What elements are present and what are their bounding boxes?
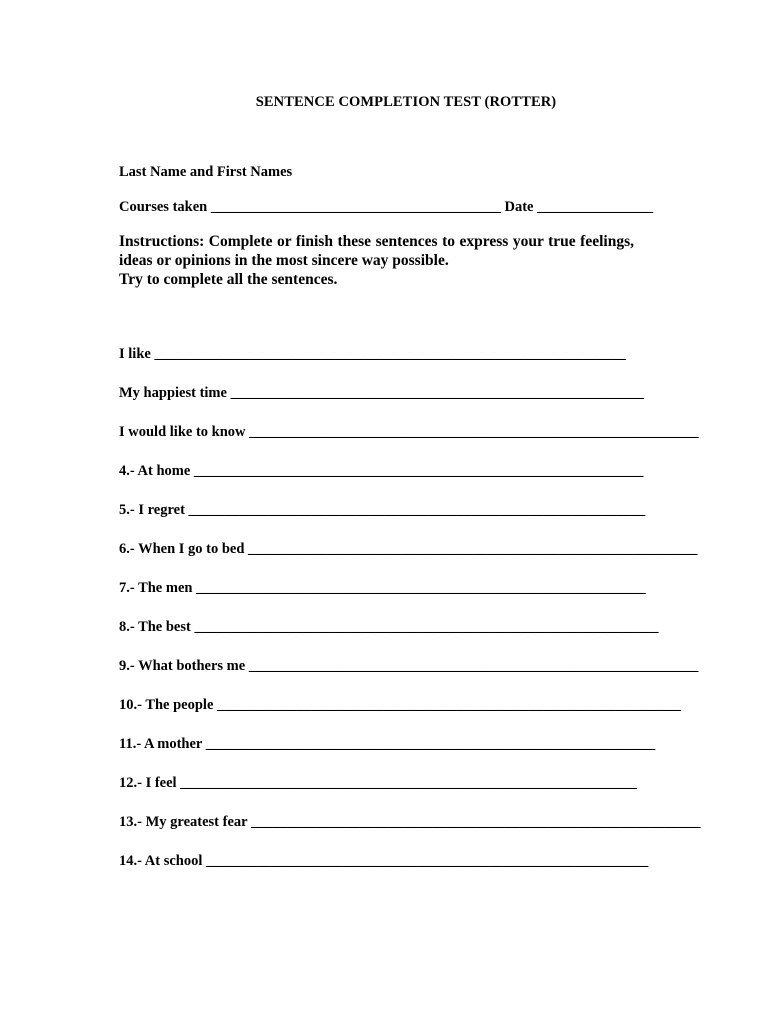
sentence-prompt: 14.- At school bbox=[119, 853, 203, 869]
sentence-item bbox=[119, 502, 645, 519]
name-label: Last Name and First Names bbox=[119, 164, 293, 180]
sentence-answer-blank[interactable]: _____________________________________________________________ bbox=[206, 853, 649, 869]
courses-label: Courses taken bbox=[119, 199, 208, 215]
instructions-note: Try to complete all the sentences. bbox=[119, 271, 338, 288]
courses-date-row bbox=[119, 199, 653, 216]
sentence-prompt: My happiest time bbox=[119, 385, 227, 401]
date-label: Date bbox=[504, 199, 534, 215]
sentence-prompt: 12.- I feel bbox=[119, 775, 177, 791]
sentence-prompt: 7.- The men bbox=[119, 580, 193, 596]
sentence-answer-blank[interactable]: _________________________________________________________________ bbox=[154, 346, 626, 362]
sentence-prompt: 5.- I regret bbox=[119, 502, 185, 518]
sentence-item bbox=[119, 853, 648, 870]
sentence-answer-blank[interactable]: ________________________________________________________________ bbox=[217, 697, 682, 713]
sentence-item bbox=[119, 463, 643, 480]
sentence-prompt: I like bbox=[119, 346, 151, 362]
sentence-answer-blank[interactable]: ________________________________________________________________ bbox=[194, 619, 659, 635]
sentence-item bbox=[119, 424, 699, 441]
sentence-answer-blank[interactable]: _______________________________________________________________ bbox=[180, 775, 637, 791]
instructions bbox=[119, 232, 634, 289]
sentence-item bbox=[119, 619, 658, 636]
sentence-item bbox=[119, 814, 700, 831]
sentence-item bbox=[119, 736, 655, 753]
sentence-answer-blank[interactable]: ______________________________________________________________ bbox=[193, 463, 644, 479]
sentence-item bbox=[119, 541, 698, 558]
sentence-prompt: 11.- A mother bbox=[119, 736, 203, 752]
sentence-answer-blank[interactable]: ______________________________________________________________ bbox=[248, 658, 699, 674]
sentence-item bbox=[119, 580, 646, 597]
sentence-item bbox=[119, 385, 644, 402]
sentence-answer-blank[interactable]: ______________________________________________________________ bbox=[196, 580, 646, 596]
sentence-answer-blank[interactable]: ______________________________________________________________ bbox=[205, 736, 656, 752]
sentence-answer-blank[interactable]: _______________________________________________________________ bbox=[188, 502, 646, 518]
instructions-text: Instructions: Complete or finish these sentences to express your true feelings, ideas or opinions in the most sincere way possible. bbox=[119, 233, 634, 269]
sentence-answer-blank[interactable]: _________________________________________________________ bbox=[230, 385, 644, 401]
sentence-answer-blank[interactable]: ______________________________________________________________ bbox=[249, 424, 699, 440]
sentence-prompt: 4.- At home bbox=[119, 463, 191, 479]
sentence-prompt: 13.- My greatest fear bbox=[119, 814, 248, 830]
sentence-item bbox=[119, 346, 626, 363]
date-blank-field[interactable]: ________________ bbox=[537, 199, 654, 215]
sentence-prompt: I would like to know bbox=[119, 424, 246, 440]
sentence-prompt: 9.- What bothers me bbox=[119, 658, 246, 674]
sentence-answer-blank[interactable]: ______________________________________________________________ bbox=[250, 814, 701, 830]
sentence-prompt: 6.- When I go to bed bbox=[119, 541, 245, 557]
sentence-prompt: 10.- The people bbox=[119, 697, 214, 713]
sentence-item bbox=[119, 775, 637, 792]
sentence-answer-blank[interactable]: ______________________________________________________________ bbox=[248, 541, 698, 557]
courses-blank-field[interactable]: ________________________________________ bbox=[210, 199, 501, 215]
page-title: SENTENCE COMPLETION TEST (ROTTER) bbox=[255, 94, 557, 110]
sentence-item bbox=[119, 658, 698, 675]
sentence-item bbox=[119, 697, 681, 714]
sentence-prompt: 8.- The best bbox=[119, 619, 191, 635]
